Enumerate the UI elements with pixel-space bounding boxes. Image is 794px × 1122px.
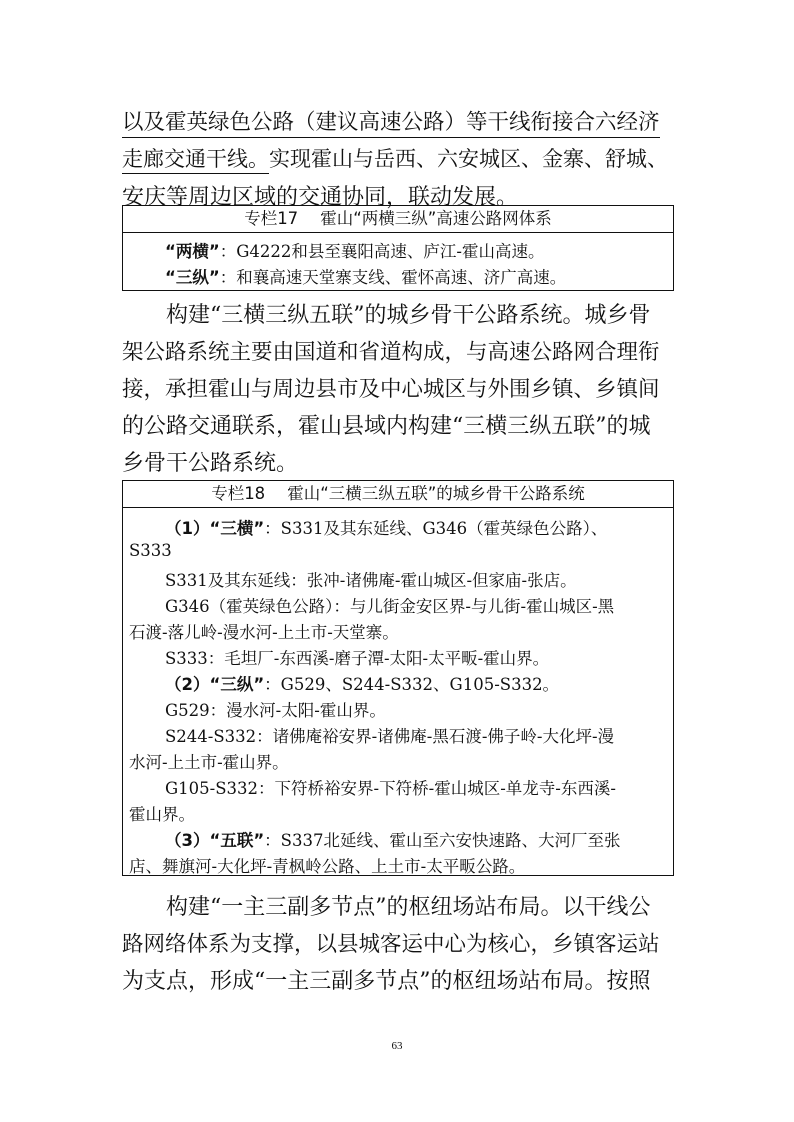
para1-line-1-text: 以及霍英绿色公路（建议高速公路）等干线衔接合六经济 [122, 110, 660, 138]
para1-line-2-underlined: 走廊交通干线。 [122, 147, 269, 174]
box17-row-1-key: “两横” [165, 242, 220, 261]
para3-line-1: 构建“一主三副多节点”的枢纽场站布局。以干线公 [166, 895, 651, 920]
page-number: 63 [391, 1040, 403, 1052]
box18-heading-1-key: （1）“三横” [165, 519, 265, 538]
box18-s333: S333：毛坦厂-东西溪-磨子潭-太阳-太平畈-霍山界。 [165, 649, 550, 668]
box18-g105-line-2: 霍山界。 [129, 805, 195, 824]
box18-heading-2-value: ：G529、S244-S332、G105-S332。 [264, 675, 560, 694]
box17-row-1-value: ：G4222和县至襄阳高速、庐江-霍山高速。 [219, 242, 545, 261]
box18-heading-3 [165, 827, 620, 851]
box17-title-text: 霍山“两横三纵”高速公路网体系 [320, 209, 552, 228]
box18-heading-3-key: （3）“五联” [165, 831, 265, 850]
sidebar-box-17 [122, 205, 674, 291]
box18-s244-line-2: 水河-上土市-霍山界。 [129, 753, 289, 772]
box17-title [123, 206, 673, 233]
box17-row-2-key: “三纵” [165, 268, 220, 287]
box18-title-number: 专栏18 [211, 484, 266, 503]
para1-line-3: 安庆等周边区域的交通协同，联动发展。 [122, 185, 519, 210]
box18-heading-3-cont: 店、舞旗河-大化坪-青枫岭公路、上土市-太平畈公路。 [129, 857, 526, 876]
box17-row-2 [165, 264, 566, 288]
box18-heading-2-key: （2）“三纵” [165, 675, 265, 694]
box18-heading-1-cont: S333 [129, 541, 172, 560]
para1-line-1 [122, 105, 660, 136]
box18-g346-line-2: 石渡-落儿岭-漫水河-上土市-天堂寨。 [129, 623, 399, 642]
box18-s331: S331及其东延线：张冲-诸佛庵-霍山城区-但家庙-张店。 [165, 571, 577, 590]
box18-g346-line-1: G346（霍英绿色公路）：与儿街金安区界-与儿街-霍山城区-黑 [165, 597, 615, 616]
box18-g105-line-1: G105-S332：下符桥裕安界-下符桥-霍山城区-单龙寺-东西溪- [165, 779, 616, 798]
box18-g529: G529：漫水河-太阳-霍山界。 [165, 701, 386, 720]
para3-line-2: 路网络体系为支撑，以县城客运中心为核心，乡镇客运站 [122, 932, 660, 957]
box18-heading-1-value: ：S331及其东延线、G346（霍英绿色公路）、 [264, 519, 608, 538]
box17-row-2-value: ：和襄高速天堂寨支线、霍怀高速、济广高速。 [219, 268, 567, 287]
box18-s244-line-1: S244-S332：诸佛庵裕安界-诸佛庵-黑石渡-佛子岭-大化坪-漫 [165, 727, 615, 746]
box18-heading-1 [165, 515, 607, 539]
sidebar-box-18 [122, 480, 674, 876]
box18-heading-3-value: ：S337北延线、霍山至六安快速路、大河厂至张 [264, 831, 621, 850]
para3-line-3: 为支点，形成“一主三副多节点”的枢纽场站布局。按照 [122, 969, 651, 994]
box18-heading-2 [165, 671, 559, 695]
para1-line-2 [122, 143, 668, 173]
box17-row-1 [165, 238, 544, 262]
para2-line-4: 的公路交通联系，霍山县域内构建“三横三纵五联”的城 [122, 414, 651, 439]
para1-line-2-rest: 实现霍山与岳西、六安城区、金寨、舒城、 [269, 147, 668, 171]
para2-line-2: 架公路系统主要由国道和省道构成，与高速公路网合理衔 [122, 340, 660, 365]
box17-title-number: 专栏17 [244, 209, 299, 228]
box18-title-text: 霍山“三横三纵五联”的城乡骨干公路系统 [287, 484, 585, 503]
para2-line-5: 乡骨干公路系统。 [122, 451, 299, 476]
para2-line-3: 接，承担霍山与周边县市及中心城区与外围乡镇、乡镇间 [122, 377, 660, 402]
box18-title [123, 481, 673, 508]
para2-line-1: 构建“三横三纵五联”的城乡骨干公路系统。城乡骨 [166, 303, 651, 328]
